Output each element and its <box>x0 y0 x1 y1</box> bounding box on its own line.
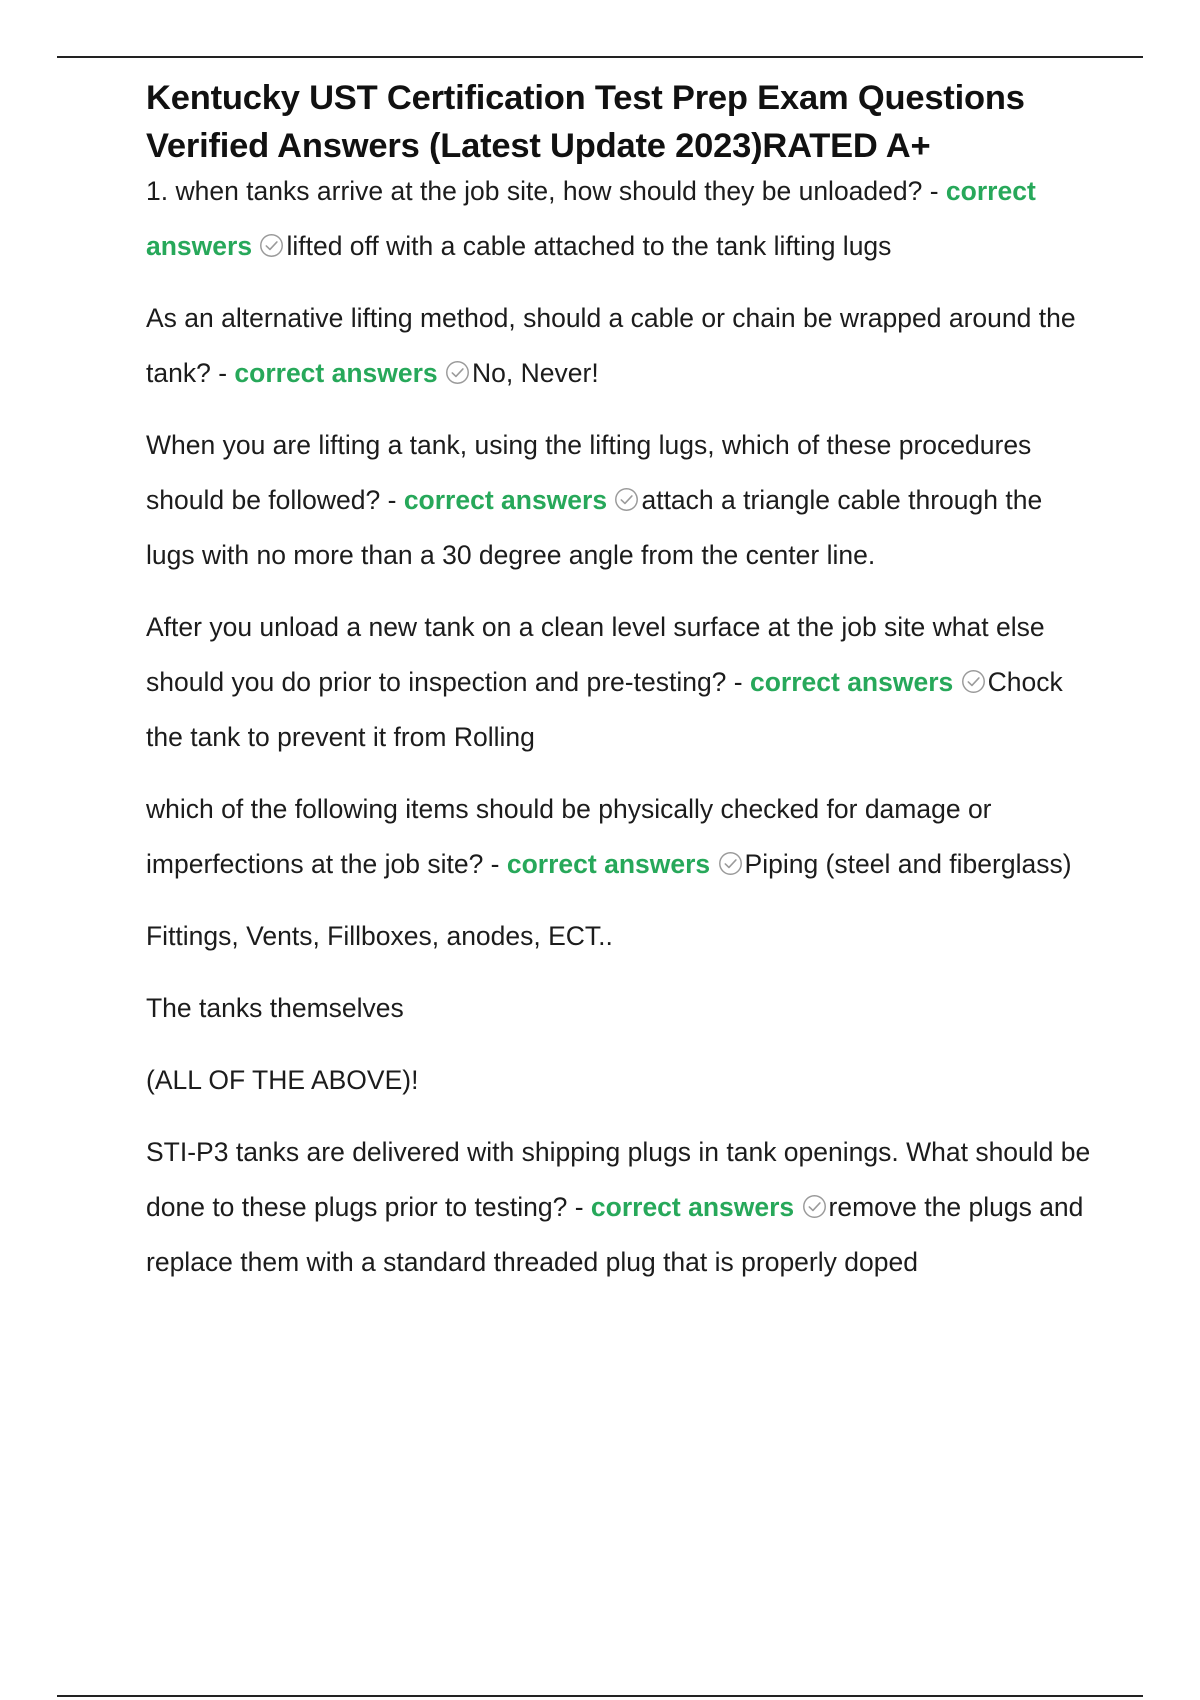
extra-line-2: The tanks themselves <box>146 993 404 1023</box>
correct-answers-label: correct answers <box>403 485 608 515</box>
question-text: which of the following items should be physically checked for damage or imperfections at the job site? - <box>146 794 992 879</box>
answer-text: lifted off with a cable attached to the tank lifting lugs <box>286 231 892 261</box>
check-circle-icon <box>614 487 639 512</box>
qa-item-4 <box>146 600 1096 765</box>
correct-answers-label: correct answers <box>749 667 954 697</box>
answer-text: No, Never! <box>472 358 599 388</box>
correct-answers-label: correct answers <box>146 176 1036 261</box>
question-text: After you unload a new tank on a clean level surface at the job site what else should you do prior to inspection and pre-testing? - <box>146 612 1045 697</box>
qa-item-1 <box>146 164 1096 274</box>
extra-line-1: Fittings, Vents, Fillboxes, anodes, ECT.. <box>146 921 613 951</box>
correct-answers-label: correct answers <box>234 358 438 388</box>
qa-item-3 <box>146 418 1096 583</box>
answer-text: Piping (steel and fiberglass) <box>744 849 1072 879</box>
top-rule <box>57 56 1143 58</box>
document-title <box>146 74 1096 170</box>
extra-line-3: (ALL OF THE ABOVE)! <box>146 1065 419 1095</box>
check-circle-icon <box>718 851 743 876</box>
title-line-2: Verified Answers (Latest Update 2023)RATED A+ <box>146 127 931 165</box>
qa-item-2 <box>146 291 1096 401</box>
title-line-1: Kentucky UST Certification Test Prep Exam Questions <box>146 79 1025 117</box>
check-circle-icon <box>802 1194 827 1219</box>
answer-text: remove the plugs and replace them with a standard threaded plug that is properly doped <box>146 1192 1084 1277</box>
correct-answers-label: correct answers <box>506 849 711 879</box>
check-circle-icon <box>961 669 986 694</box>
document-body <box>146 74 1096 1290</box>
qa-item-5 <box>146 782 1096 892</box>
check-circle-icon <box>259 233 284 258</box>
answer-text: Chock the tank to prevent it from Rolling <box>146 667 1063 752</box>
qa-item-6 <box>146 1125 1096 1290</box>
answer-text: attach a triangle cable through the lugs with no more than a 30 degree angle from the center line. <box>146 485 1043 570</box>
question-text: 1. when tanks arrive at the job site, how should they be unloaded? - <box>146 176 946 206</box>
question-text: STI-P3 tanks are delivered with shipping plugs in tank openings. What should be done to these plugs prior to testing? - <box>146 1137 1091 1222</box>
question-text: When you are lifting a tank, using the lifting lugs, which of these procedures should be followed? - <box>146 430 1032 515</box>
correct-answers-label: correct answers <box>590 1192 795 1222</box>
question-text: As an alternative lifting method, should a cable or chain be wrapped around the tank? - <box>146 303 1076 388</box>
bottom-rule <box>57 1695 1143 1697</box>
check-circle-icon <box>445 360 470 385</box>
